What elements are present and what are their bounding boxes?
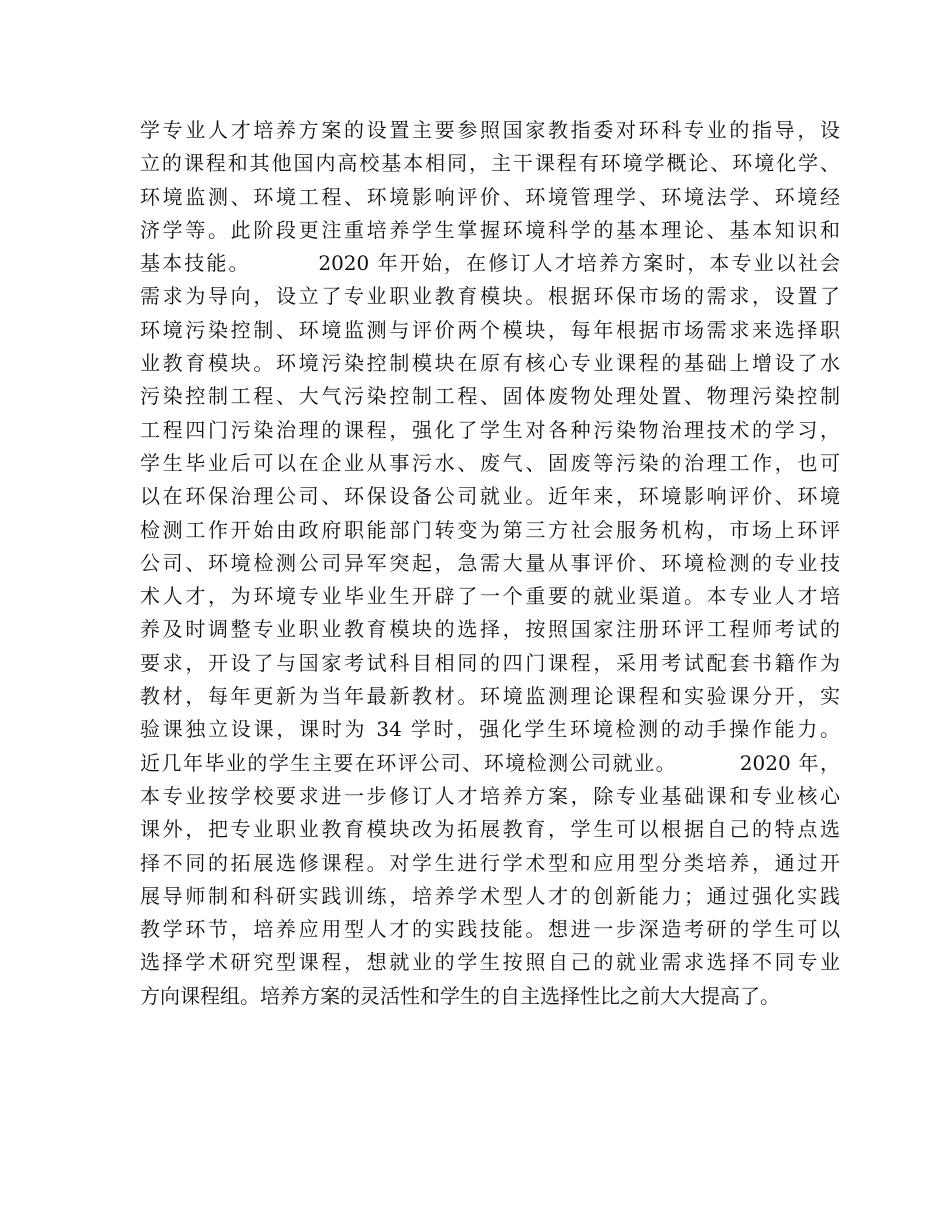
text-line: 业教育模块。环境污染控制模块在原有核心专业课程的基础上增设了水: [140, 351, 840, 376]
text-line: 需求为导向，设立了专业职业教育模块。根据环保市场的需求，设置了: [140, 284, 840, 309]
text-line: 术人才，为环境专业毕业生开辟了一个重要的就业渠道。本专业人才培: [140, 584, 840, 609]
text-line: 学生毕业后可以在企业从事污水、废气、固废等污染的治理工作，也可: [140, 450, 840, 475]
text-line: 验课独立设课，课时为 34 学时，强化学生环境检测的动手操作能力。: [140, 717, 840, 742]
text-line: 学专业人才培养方案的设置主要参照国家教指委对环科专业的指导，设: [140, 118, 840, 142]
text-line: 教材，每年更新为当年最新教材。环境监测理论课程和实验课分开，实: [140, 684, 840, 709]
text-line: 本专业按学校要求进一步修订人才培养方案，除专业基础课和专业核心: [140, 783, 840, 808]
text-line: 以在环保治理公司、环保设备公司就业。近年来，环境影响评价、环境: [140, 484, 840, 509]
text-line: 工程四门污染治理的课程，强化了学生对各种污染物治理技术的学习，: [140, 417, 840, 442]
text-line: 检测工作开始由政府职能部门转变为第三方社会服务机构，市场上环评: [140, 517, 840, 542]
body-text: [140, 114, 840, 1013]
text-line: 要求，开设了与国家考试科目相同的四门课程，采用考试配套书籍作为: [140, 650, 840, 675]
text-line: 立的课程和其他国内高校基本相同，主干课程有环境学概论、环境化学、: [140, 151, 840, 176]
text-line: 环境监测、环境工程、环境影响评价、环境管理学、环境法学、环境经: [140, 184, 840, 209]
text-line: 近几年毕业的学生主要在环评公司、环境检测公司就业。 2020 年，: [140, 750, 840, 775]
text-line: 环境污染控制、环境监测与评价两个模块，每年根据市场需求来选择职: [140, 317, 840, 342]
text-line: 选择学术研究型课程，想就业的学生按照自己的就业需求选择不同专业: [140, 950, 840, 975]
text-line: 课外，把专业职业教育模块改为拓展教育，学生可以根据自己的特点选: [140, 817, 840, 842]
text-line: 教学环节，培养应用型人才的实践技能。想进一步深造考研的学生可以: [140, 917, 840, 942]
text-line: 公司、环境检测公司异军突起，急需大量从事评价、环境检测的专业技: [140, 550, 840, 575]
text-line: 方向课程组。培养方案的灵活性和学生的自主选择性比之前大大提高了。: [140, 983, 780, 1008]
text-line: 择不同的拓展选修课程。对学生进行学术型和应用型分类培养，通过开: [140, 850, 840, 875]
text-line: 基本技能。 2020 年开始，在修订人才培养方案时，本专业以社会: [140, 251, 840, 276]
text-line: 污染控制工程、大气污染控制工程、固体废物处理处置、物理污染控制: [140, 384, 840, 409]
text-line: 养及时调整专业职业教育模块的选择，按照国家注册环评工程师考试的: [140, 617, 840, 642]
text-line: 展导师制和科研实践训练，培养学术型人才的创新能力；通过强化实践: [140, 883, 840, 908]
text-line: 济学等。此阶段更注重培养学生掌握环境科学的基本理论、基本知识和: [140, 217, 840, 242]
